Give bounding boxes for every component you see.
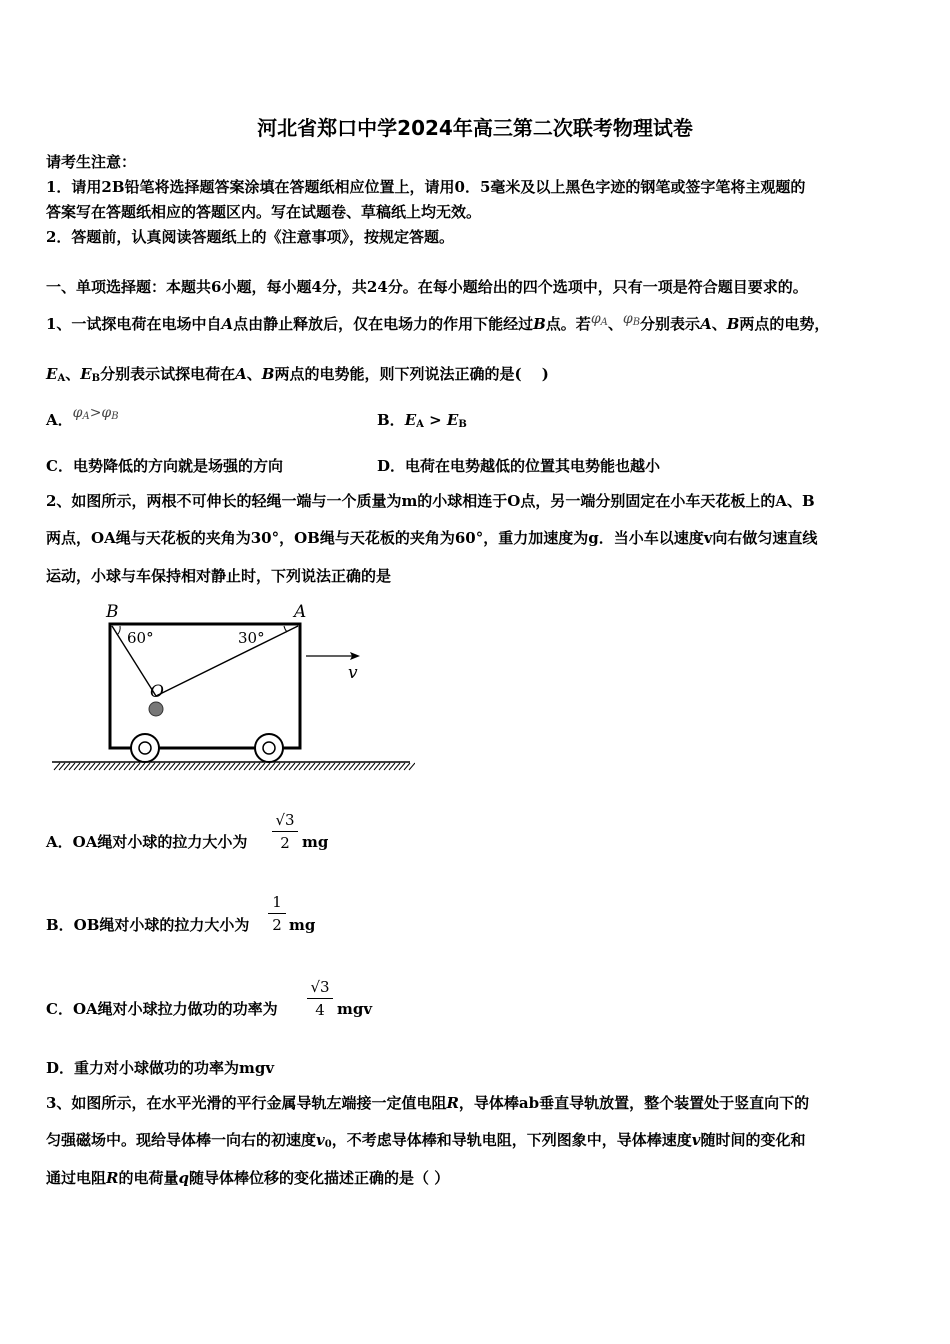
rope-oa — [156, 626, 298, 696]
q2-option-a-fraction: √3 2 — [272, 810, 298, 853]
q1-option-d: D．电荷在电势越低的位置其电势能也越小 — [377, 457, 661, 475]
q1-option-b: B．$E_A > E_B$ — [377, 411, 467, 430]
label-b: B — [106, 602, 119, 622]
q2-option-c-fraction: √3 4 — [307, 977, 333, 1020]
q2-line1: 2、如图所示，两根不可伸长的轻绳一端与一个质量为m的小球相连于O点，另一端分别固定在小车天花板上的A、B — [46, 492, 815, 510]
notice-line2: 2．答题前，认真阅读答题纸上的《注意事项》，按规定答题。 — [46, 228, 454, 246]
q3-line1: 3、如图所示，在水平光滑的平行金属导轨左端接一定值电阻R，导体棒ab垂直导轨放置，整个装置处于竖直向下的 — [46, 1094, 810, 1112]
label-angle-30: 30° — [238, 629, 265, 647]
q2-option-a: A．OA绳对小球的拉力大小为 — [46, 833, 248, 851]
wheel-left-hub — [139, 742, 151, 754]
label-a: A — [294, 602, 307, 622]
label-angle-60: 60° — [127, 629, 154, 647]
phi-a-symbol: $\varphi_A$ — [590, 311, 608, 328]
ball — [149, 702, 163, 716]
q2-option-b: B．OB绳对小球的拉力大小为 — [46, 916, 250, 934]
q2-option-b-fraction: 1 2 — [268, 892, 286, 935]
notice-heading: 请考生注意： — [46, 153, 137, 171]
q1-option-c: C．电势降低的方向就是场强的方向 — [46, 457, 283, 475]
q3-line3: 通过电阻R的电荷量q随导体棒位移的变化描述正确的是（ ） — [46, 1169, 450, 1187]
q2-option-c-unit: mgv — [337, 1000, 373, 1018]
q1-option-a: A．$\varphi_A>\varphi_B$ — [46, 405, 119, 429]
q1-line2: $E_A$、$E_B$分别表示试探电荷在A、B两点的电势能，则下列说法正确的是( ) — [46, 365, 549, 384]
angle-arc-a — [284, 626, 287, 632]
q2-option-c: C．OA绳对小球拉力做功的功率为 — [46, 1000, 278, 1018]
q1-line1: 1、一试探电荷在电场中自A点由静止释放后，仅在电场力的作用下能经过B点。若$\varphi_A$、$\varphi_B$分别表示A、B两点的电势， — [46, 311, 830, 333]
label-v: v — [348, 663, 358, 683]
notice-line1a: 1．请用2B铅笔将选择题答案涂填在答题纸相应位置上，请用0．5毫米及以上黑色字迹的钢笔或签字笔将主观题的 — [46, 178, 806, 196]
q2-line3: 运动，小球与车保持相对静止时，下列说法正确的是 — [46, 567, 392, 585]
ground-hatch — [54, 763, 415, 770]
q2-line2: 两点，OA绳与天花板的夹角为30°，OB绳与天花板的夹角为60°，重力加速度为g．当小车以速度v向右做匀速直线 — [46, 529, 818, 547]
wheel-right-hub — [263, 742, 275, 754]
q2-option-d: D．重力对小球做功的功率为mgv — [46, 1059, 275, 1077]
label-o: O — [150, 682, 164, 702]
q2-option-b-unit: mg — [289, 916, 316, 934]
page-title: 河北省郑口中学2024年高三第二次联考物理试卷 — [257, 116, 693, 140]
notice-line1b: 答案写在答题纸相应的答题区内。写在试题卷、草稿纸上均无效。 — [46, 203, 482, 221]
phi-b-symbol: $\varphi_B$ — [622, 311, 641, 328]
cart-diagram — [50, 598, 415, 776]
q2-option-a-unit: mg — [302, 833, 329, 851]
section-heading: 一、单项选择题：本题共6小题，每小题4分，共24分。在每小题给出的四个选项中，只有一项是符合题目要求的。 — [46, 278, 808, 296]
q3-line2: 匀强磁场中。现给导体棒一向右的初速度$v_0$，不考虑导体棒和导轨电阻，下列图象中，导体棒速度v随时间的变化和 — [46, 1131, 806, 1150]
